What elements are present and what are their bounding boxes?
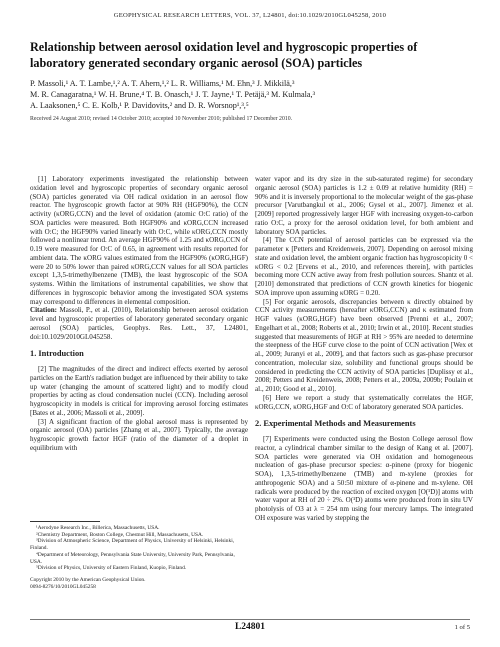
paragraph [30, 365, 248, 418]
section-heading-methods: 2. Experimental Methods and Measurements [255, 419, 416, 429]
author-line-3: A. Laaksonen,⁵ C. E. Kolb,¹ P. Davidovits,² and D. R. Worsnop¹,³,⁵ [30, 101, 249, 110]
paragraph [255, 298, 473, 394]
footnote: ⁵Division of Physics, University of Eastern Finland, Kuopio, Finland. [36, 565, 187, 572]
paragraph [255, 175, 473, 236]
footer-divider [30, 619, 470, 620]
paragraph [30, 418, 248, 453]
copyright-line: 0094-8276/10/2010GL045258 [30, 583, 96, 590]
footnotes [30, 521, 248, 590]
author-line-1: P. Massoli,¹ A. T. Lambe,¹,² A. T. Ahern,¹,² L. R. Williams,¹ M. Ehn,³ J. Mikkilä,³ [30, 79, 295, 88]
paragraph [255, 435, 473, 523]
paragraph-text: Experiments were conducted using the Boston College aerosol flow reactor, a cylindrical chamber similar to the design of Kang et al. [2007]. SOA particles were generated via OH oxidation and homogeneous nucleation of gas-phase precursor species: α-pinene (proxy for biogenic SOA), 1,3,5-trimethylbenzene (TMB) and m-xylene (proxies for anthropogenic SOA) and a 50:50 mixture of α-pinene and m-xylene. OH radicals were produced by the reaction of excited oxygen [O(¹D)] atoms with water vapor at RH of 20 ÷ 2%. O(¹D) atoms were produced from in situ UV photolysis of O3 at λ = 254 nm using four mercury lamps. The integrated OH exposure was varied by stepping the [255, 435, 473, 522]
section-heading-introduction: 1. Introduction [30, 349, 84, 359]
paragraph-text: The CCN potential of aerosol particles can be expressed via the parameter κ [Petters and Kreidenweis, 2007]. Depending on aerosol mixing state and oxidation level, the ambient organic fraction has hygroscopicity 0 < κORG < 0.2 [Ervens et al., 2010, and references therein], with particles becoming more CCN active away from fresh pollution sources. Shantz et al. [2010] demonstrated that predictions of CCN growth kinetics for biogenic SOA improve upon assuming κORG = 0.20. [255, 236, 473, 297]
running-head: GEOPHYSICAL RESEARCH LETTERS, VOL. 37, L24801, doi:10.1029/2010GL045258, 2010 [113, 12, 387, 19]
paragraph-text: Here we report a study that systematically correlates the HGF, κORG,CCN, κORG,HGF and O:C of laboratory generated SOA particles. [255, 393, 473, 411]
paragraph-text: A significant fraction of the global aerosol mass is represented by organic aerosol (OA) particles [Zhang et al., 2007]. Typically, the average hygroscopic growth factor HGF (ratio of the diameter of a droplet in equilibrium with [30, 417, 249, 452]
paragraph [255, 236, 473, 297]
abstract-paragraph [30, 175, 248, 306]
paragraph-text: The magnitudes of the direct and indirect effects exerted by aerosol particles on the Earth's radiation budget are influenced by their ability to take up water (changing the amount of scattered light) and to modify cloud properties by acting as cloud condensation nuclei (CCN). Including aerosol hygroscopicity in models is critical for improving aerosol forcing estimates [Bates et al., 2006; Massoli et al., 2009]. [30, 365, 249, 417]
paragraph-marker: [5] [263, 297, 272, 306]
footnote: ³Division of Atmospheric Science, Department of Physics, University of Helsinki, Helsinki, Finland. [30, 538, 235, 552]
citation-text: Massoli, P., et al. (2010), Relationship between aerosol oxidation level and hygroscopic properties of laboratory generated secondary organic aerosol (SOA) particles, Geophys. Res. Lett., 37, L24801, doi:10.1029/2010GL045258. [30, 306, 249, 341]
paragraph-text: water vapor and its dry size in the sub-saturated regime) for secondary organic aerosol (SOA) particles is 1.2 ± 0.09 at relative humidity (RH) = 90% and it is inversely proportional to the molecular weight of the gas-phase precursor [Varutbangkul et al., 2006; Gysel et al., 2007]. Jimenez et al. [2009] reported progressively larger HGF with increasing oxygen-to-carbon ratio O:C, a proxy for the aerosol oxidation level, for both ambient and laboratory SOA particles. [255, 175, 473, 236]
paper-title: Relationship between aerosol oxidation level and hygroscopic properties of laboratory generated secondary organic aerosol (SOA) particles [30, 40, 418, 70]
title-block [30, 40, 430, 122]
paragraph [255, 394, 473, 412]
page-number: 1 of 5 [454, 624, 470, 631]
footnote: ¹Aerodyne Research Inc., Billerica, Massachusetts, USA. [36, 525, 160, 531]
copyright [30, 577, 248, 590]
abstract-text: Laboratory experiments investigated the relationship between oxidation level and hygroscopic properties of secondary organic aerosol (SOA) particles generated via OH radical oxidation in an aerosol flow reactor. The hygroscopic growth factor at 90% RH (HGF90%), the CCN activity (κORG,CCN) and the level of oxidation (atomic O:C ratio) of the SOA particles were measured. Both HGF90% and κORG,CCN increased with O:C; the HGF90% varied linearly with O:C, while κORG,CCN mostly followed a nonlinear trend. An average HGF90% of 1.25 and κORG,CCN of 0.19 were measured for O:C of 0.65, in agreement with results reported for ambient data. The κORG values estimated from the HGF90% (κORG,HGF) were 20 to 50% lower than paired κORG,CCN values for all SOA particles except 1,3,5-trimethylbenzene (TMB), the least hygroscopic of the SOA systems. Within the limitations of instrumental capabilities, we show that differences in hygroscopic behavior among the investigated SOA systems may correspond to differences in elemental composition. [30, 175, 248, 306]
paragraph-marker: [3] [38, 417, 47, 426]
paragraph-marker: [6] [263, 393, 272, 402]
article-id: L24801 [234, 622, 266, 632]
received-dates: Received 24 August 2010; revised 14 October 2010; accepted 10 November 2010; published 17 December 2010. [30, 116, 293, 122]
paragraph-marker: [2] [38, 365, 47, 373]
paragraph-marker: [7] [263, 435, 272, 443]
right-column [255, 175, 473, 523]
author-line-2: M. R. Canagaratna,¹ W. H. Brune,⁴ T. B. Onasch,¹ J. T. Jayne,¹ T. Petäjä,³ M. Kulmala,³ [30, 90, 316, 99]
paragraph-marker: [1] [38, 175, 47, 183]
footnote: ²Chemistry Department, Boston College, Chestnut Hill, Massachusetts, USA. [36, 531, 204, 538]
footnote-divider [30, 521, 100, 522]
left-column [30, 175, 248, 453]
footnote: ⁴Department of Meteorology, Pennsylvania State University, University Park, Pennsylvania, USA. [30, 551, 235, 565]
copyright-line: Copyright 2010 by the American Geophysical Union. [30, 576, 146, 583]
paragraph-text: For organic aerosols, discrepancies between κ directly obtained by CCN activity measurements (hereafter κORG,CCN) and κ estimated from HGF values (κORG,HGF) have been observed [Prenni et al., 2007; Engelhart et al., 2008; Roberts et al., 2010; Irwin et al., 2010]. Recent studies suggested that measurements of HGF at RH > 95% are needed to determine the steepness of the HGF curve close to the point of CCN activation [Wex et al., 2009; Juranyi et al., 2009], and that factors such as gas-phase precursor concentration, molecular size, solubility and functional groups should be considered in predicting the CCN activity of SOA particles [Duplissy et al., 2008; Petters and Kreidenweis, 2008; Petters et al., 2009a, 2009b; Poulain et al., 2010; Good et al., 2010]. [255, 297, 474, 393]
citation-label: Citation: [30, 306, 58, 315]
paragraph-marker: [4] [263, 236, 272, 245]
citation-paragraph [30, 306, 248, 341]
author-list [30, 78, 430, 111]
